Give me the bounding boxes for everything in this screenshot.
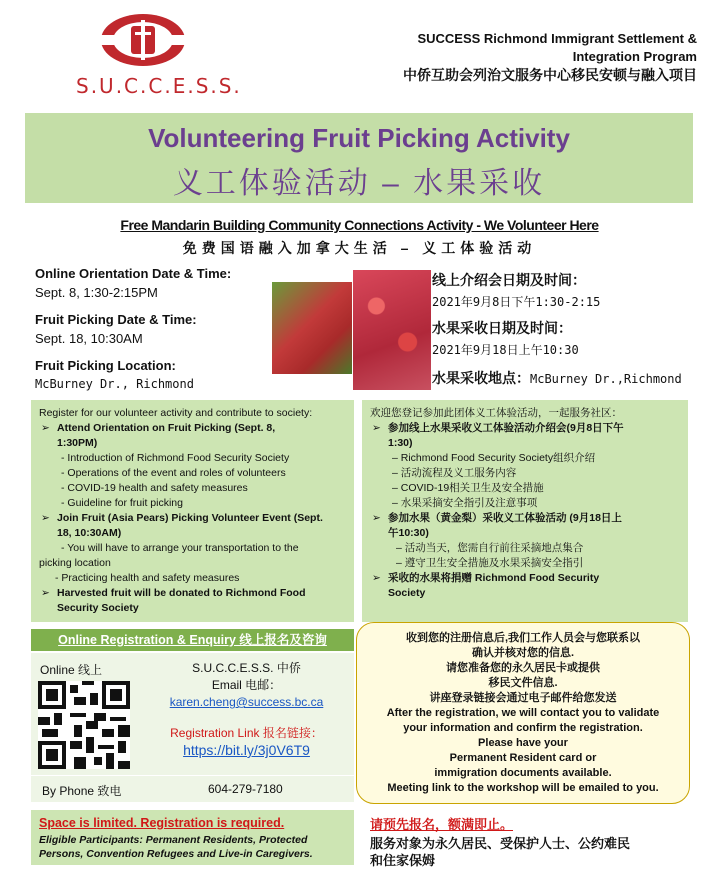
apples-photo [353,270,431,390]
location-label-zh: 水果采收地点： [432,370,530,386]
online-label: Online 线上 [40,663,103,677]
picking-label-zh: 水果采收日期及时间： [432,320,572,336]
registration-header: Online Registration & Enquiry 线上报名及咨询 [31,629,354,651]
title-banner [25,113,693,203]
eligibility-panel-en [31,810,354,865]
email-link[interactable]: karen.cheng@success.bc.ca [169,695,324,709]
details-zh [432,270,717,388]
logo-text: S.U.C.C.E.S.S. [76,74,242,98]
phone-label: By Phone 致电 [42,784,122,798]
fruit-crate-photo [272,282,352,374]
title-zh: 义工体验活动 – 水果采收 [172,167,546,200]
registration-link-label: Registration Link 报名链接： [170,726,323,740]
location-value: McBurney Dr., Richmond [35,377,194,391]
eligibility-text: Eligible Participants: Permanent Residents, Protected Persons, Convention Refugees and Live-in Caregivers. [39,834,313,860]
picking-label: Fruit Picking Date & Time: [35,312,197,327]
org-name-en: SUCCESS Richmond Immigrant Settlement & Integration Program [417,31,697,64]
subtitle-en: Free Mandarin Building Community Connections Activity - We Volunteer Here [120,217,599,233]
success-logo-icon [98,12,188,68]
orientation-label: Online Orientation Date & Time: [35,266,232,281]
registration-link[interactable]: https://bit.ly/3j0V6T9 [183,742,310,758]
phone-number: 604-279-7180 [208,782,283,796]
notice-box: 收到您的注册信息后,我们工作人员会与您联系以 确认并核对您的信息. 请您准备您的永久居民卡或提供 移民文件信息. 讲座登录链接会通过电子邮件给您发送 After the registration, we will contact you to validate your information and confirm the registration. Please have your Permanent Resident card or immigration documents available. Meeting link to the workshop will be emailed to you. [356,622,690,804]
title-en: Volunteering Fruit Picking Activity [148,123,570,153]
subtitle-zh: 免费国语融入加拿大生活 – 义工体验活动 [182,240,537,256]
qr-code-icon[interactable] [38,681,130,769]
info-panel-en: Register for our volunteer activity and contribute to society: ➢ Attend Orientation on Fruit Picking (Sept. 8, 1:30PM) - Introduction of Richmond Food Security Society - Operations of the event and roles of volunteers - COVID-19 health and safety measures - Guideline for fruit picking ➢ Join Fruit (Asia Pears) Picking Volunteer Event (Sept. 18, 10:30AM) - You will have to arrange your transportation to the picking location - Practicing health and safety measures ➢ Harvested fruit will be donated to Richmond Food Security Society [31,400,354,622]
contact-block: S.U.C.C.E.S.S. 中侨 Email 电邮： karen.cheng@success.bc.ca Registration Link 报名链接： https://bit.ly/3j0V6T9 [144,660,349,760]
eligibility-panel-zh [362,810,688,868]
orientation-value-zh: 2021年9月8日下午1:30-2:15 [432,295,601,309]
space-limited-notice: Space is limited. Registration is required. [39,816,285,830]
location-label: Fruit Picking Location: [35,358,176,373]
eligibility-text-zh: 服务对象为永久居民、受保护人士、公约难民 和住家保姆 [370,836,631,868]
picking-value-zh: 2021年9月18日上午10:30 [432,343,579,357]
org-name-zh: 中侨互助会列治文服务中心移民安顿与融入项目 [403,67,697,83]
picking-value: Sept. 18, 10:30AM [35,331,143,346]
details-en [35,266,270,391]
orientation-label-zh: 线上介绍会日期及时间： [432,272,586,288]
space-limited-notice-zh: 请预先报名，额满即止。 [370,817,514,832]
location-value-zh: McBurney Dr.,Richmond [530,372,682,386]
info-panel-zh: 欢迎您登记参加此团体义工体验活动，一起服务社区： ➢ 参加线上水果采收义工体验活动介绍会(9月8日下午 1:30) – Richmond Food Security Society组织介绍 – 活动流程及义工服务内容 – COVID-19相关卫生及安全措施 – 水果采摘安全指引及注意事项 ➢ 参加水果（黄金梨）采收义工体验活动 (9月18日上 午10:30) – 活动当天，您需自行前往采摘地点集合 – 遵守卫生安全措施及水果采摘安全指引 ➢ 采收的水果将捐赠 Richmond Food Security Society [362,400,688,622]
orientation-value: Sept. 8, 1:30-2:15PM [35,285,158,300]
